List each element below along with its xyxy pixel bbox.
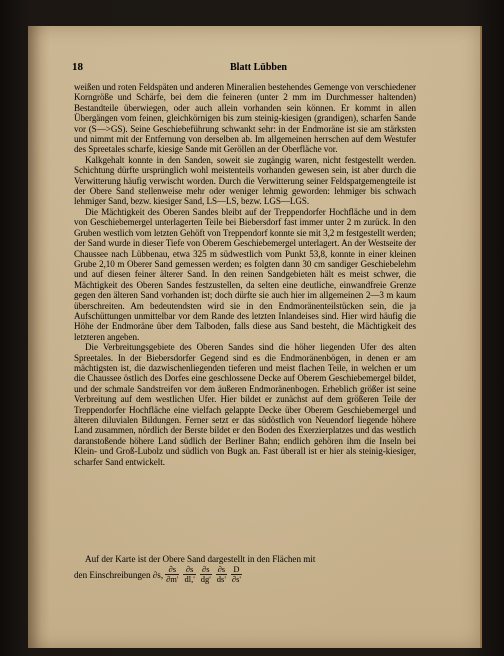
fraction-numerator: ∂s	[185, 564, 194, 575]
page-number: 18	[72, 61, 83, 73]
map-symbol-fraction	[183, 565, 195, 584]
fraction-denominator: ds'	[216, 574, 226, 585]
closing-sentence: Auf der Karte ist der Obere Sand dargestellt in den Flächen mit	[85, 554, 316, 564]
map-symbol-fraction	[231, 565, 242, 584]
map-symbol-fraction	[216, 565, 227, 584]
paragraph: Die Verbreitungsgebiete des Oberen Sandes sind die höher liegenden Ufer des alten Spreetales. In der Biebersdorfer Gegend sind es die Endmoränenbögen, in denen er am mächtigsten ist, die dazwischenliegenden tieferen und meist flachen Teile, in welchen er um die Chaussee östlich des Dorfes eine geschlossene Decke auf Oberem Geschiebemergel bildet, und der schmale Sandstreifen vor dem äußeren Endmoränenbogen. Erheblich größer ist seine Verbreitung auf dem westlichen Ufer. Hier bildet er zunächst auf dem größeren Teile der Treppendorfer Hochfläche eine vielfach gelappte Decke über Oberem Geschiebemergel und älteren diluvialen Bildungen. Ferner setzt er das südöstlich von Neuendorf liegende höhere Land zusammen, nördlich der Berste bildet er den Boden des Exerzierplatzes und das westlich daranstoßende höhere Land südlich der Berliner Bahn; endlich gehören ihm die Inseln bei Klein- und Groß-Lubolz und südlich von Bugk an. Fast überall ist er hier als steinig-kiesiger, scharfer Sand entwickelt.	[74, 342, 416, 467]
paragraph: Die Mächtigkeit des Oberen Sandes bleibt auf der Treppendorfer Hochfläche und in dem von Geschiebemergel unterlagerten Teile bei Biebersdorf fast immer unter 2 m zurück. In den Gruben westlich vom letzten Gehöft von Treppendorf konnte sie mit 3,2 m festgestellt werden; der Sand wurde in dieser Tiefe von Oberem Geschiebemergel unterlagert. An der Westseite der Chaussee nach Lübbenau, etwa 325 m südwestlich vom Punkt 53,8, konnte in einer kleinen Grube 2,10 m Oberer Sand gemessen werden; es folgten dann 30 cm sandiger Geschiebelehm und auf diesen feiner älterer Sand. In den reinen Sandgebieten hält es meist schwer, die Mächtigkeit des Oberen Sandes festzustellen, da selten eine deutliche, einwandfreie Grenze gegen den älteren Sand vorhanden ist; doch dürfte sie auch hier im allgemeinen 2—3 m kaum überschreiten. Am bedeutendsten wird sie in den Endmoränenteilstücken sein, die ja Aufschüttungen unmittelbar vor dem Rande des letzten Inlandeises sind. Hier wird häufig die Höhe der Endmoräne über dem Talboden, falls diese aus Sand besteht, die Mächtigkeit des letzteren angeben.	[74, 206, 416, 342]
fraction-numerator: ∂s	[217, 564, 226, 575]
fraction-numerator: D	[233, 564, 240, 575]
formula-prefix: den Einschreibungen ∂s,	[74, 569, 164, 580]
fraction-numerator: ∂s	[202, 564, 210, 575]
map-symbol-row	[74, 565, 416, 584]
map-symbol-fraction	[165, 565, 179, 584]
paragraph: Kalkgehalt konnte in den Sanden, soweit sie zugängig waren, nicht festgestellt werden. Schichtung dürfte ursprünglich wohl meistenteils vorhanden gewesen sein, ist aber durch die Verwitterung häufig verwischt worden. Durch die Verwitterung seiner Feldspatgemengteile ist der Obere Sand stellenweise mehr oder weniger lehmig geworden: lehmiger bis schwach lehmiger Sand, bezw. kiesiger Sand, LS—LS, bezw. LGS—LGS.	[74, 154, 416, 207]
paragraph: weißen und roten Feldspäten und anderen Mineralien bestehendes Gemenge von verschiedener Korngröße und Schärfe, bei dem die feineren (unter 2 mm im Durchmesser haltenden) Bestandteile überwiegen, oder auch allein vorhanden sein können. Er kommt in allen Übergängen vom feinen, gleichkörnigen bis zum steinig-kiesigen (grandigen), scharfen Sande vor (S—>GS). Seine Geschiebeführung schwankt sehr: in der Endmoräne ist sie am stärksten und nimmt mit der Entfernung von derselben ab. Im allgemeinen herrschen auf dem Westufer des Spreetales scharfe, kiesige Sande mit Geröllen an der Oberfläche vor.	[74, 82, 416, 155]
binding-shadow	[28, 26, 50, 648]
body-text	[74, 82, 416, 467]
fraction-denominator: dg'	[200, 574, 211, 585]
map-symbol-fraction	[200, 565, 212, 584]
fraction-denominator: ∂s'	[231, 574, 241, 585]
fraction-denominator: ∂m'	[166, 574, 179, 585]
running-head: Blatt Lübben	[230, 62, 287, 73]
map-symbol-paragraph	[74, 554, 416, 584]
fraction-denominator: dl,'	[184, 574, 195, 585]
fraction-numerator: ∂s	[168, 564, 177, 575]
